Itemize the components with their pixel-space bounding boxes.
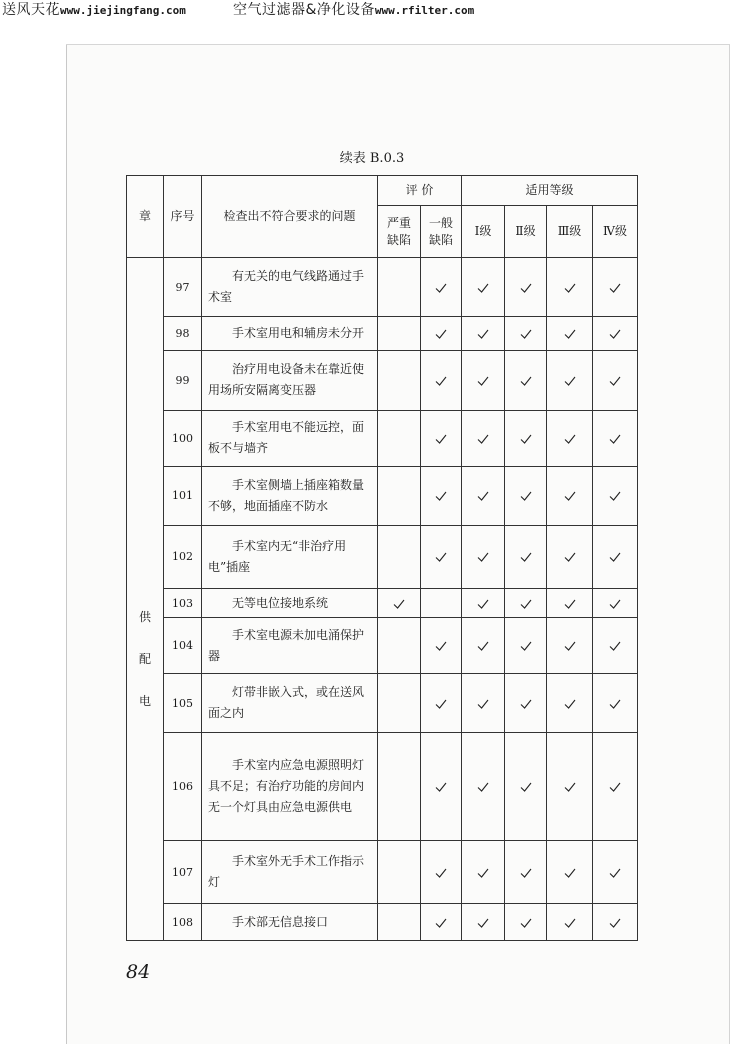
check-mark-icon [477,781,489,793]
mark-cell-grade-4 [593,618,638,674]
mark-cell-grade-4 [593,466,638,525]
check-mark-icon [609,328,621,340]
col-header-grade-1: Ⅰ级 [462,206,505,258]
col-header-issue: 检查出不符合要求的问题 [202,176,378,258]
check-mark-icon [609,551,621,563]
header-left-cjk: 送风天花 [2,2,60,18]
mark-cell-grade-2 [505,350,547,410]
seq-cell: 100 [164,410,202,466]
mark-cell-grade-2 [505,618,547,674]
col-header-grades: 适用等级 [462,176,638,206]
mark-cell-grade-2 [505,841,547,904]
table-caption: 续表 B.0.3 [339,151,405,166]
mark-cell-grade-3 [547,317,593,351]
issue-cell: 治疗用电设备未在靠近使用场所安隔离变压器 [202,350,378,410]
seq-cell: 106 [164,733,202,841]
mark-cell-general [421,317,462,351]
chapter-cell [127,258,164,941]
seq-cell: 104 [164,618,202,674]
check-mark-icon [564,917,576,929]
check-mark-icon [520,698,532,710]
mark-cell-grade-1 [462,674,505,733]
mark-cell-severe [378,350,421,410]
table-row [127,674,638,733]
header-right-text [233,0,474,21]
mark-cell-severe [378,618,421,674]
table-row [127,317,638,351]
mark-cell-grade-4 [593,588,638,618]
col-header-general: 一般缺陷 [421,206,462,258]
mark-cell-grade-4 [593,525,638,588]
mark-cell-grade-1 [462,588,505,618]
check-mark-icon [609,598,621,610]
mark-cell-grade-3 [547,525,593,588]
mark-cell-grade-1 [462,410,505,466]
issue-cell: 手术室内无“非治疗用电”插座 [202,525,378,588]
check-mark-icon [435,867,447,879]
mark-cell-grade-4 [593,350,638,410]
issue-cell: 手术室内应急电源照明灯具不足；有治疗功能的房间内无一个灯具由应急电源供电 [202,733,378,841]
table-row [127,410,638,466]
check-mark-icon [520,640,532,652]
check-mark-icon [435,328,447,340]
mark-cell-general [421,904,462,941]
table-row [127,588,638,618]
mark-cell-general [421,733,462,841]
mark-cell-grade-1 [462,258,505,317]
check-mark-icon [564,598,576,610]
check-mark-icon [609,433,621,445]
seq-cell: 107 [164,841,202,904]
seq-cell: 105 [164,674,202,733]
check-mark-icon [520,917,532,929]
table-row [127,258,638,317]
issue-cell: 有无关的电气线路通过手术室 [202,258,378,317]
issue-cell: 手术部无信息接口 [202,904,378,941]
seq-cell: 102 [164,525,202,588]
check-mark-icon [520,781,532,793]
mark-cell-grade-1 [462,904,505,941]
page-number: 84 [126,961,151,983]
seq-cell: 97 [164,258,202,317]
check-mark-icon [435,433,447,445]
seq-cell: 101 [164,466,202,525]
mark-cell-grade-3 [547,841,593,904]
mark-cell-grade-2 [505,525,547,588]
mark-cell-grade-3 [547,733,593,841]
seq-cell: 98 [164,317,202,351]
mark-cell-grade-1 [462,350,505,410]
issue-cell: 手术室用电不能远控，面板不与墙齐 [202,410,378,466]
page-edge-right [729,44,730,1044]
page-edge-top [66,44,730,45]
mark-cell-grade-4 [593,841,638,904]
header-left-url: www.jiejingfang.com [60,4,186,17]
check-mark-icon [609,375,621,387]
check-mark-icon [564,867,576,879]
check-mark-icon [435,490,447,502]
mark-cell-general [421,618,462,674]
seq-cell: 99 [164,350,202,410]
check-mark-icon [477,598,489,610]
table-row [127,618,638,674]
mark-cell-grade-2 [505,410,547,466]
col-header-grade-4: Ⅳ级 [593,206,638,258]
col-header-grade-2: Ⅱ级 [505,206,547,258]
mark-cell-grade-2 [505,466,547,525]
table-row [127,350,638,410]
mark-cell-general [421,841,462,904]
check-mark-icon [477,375,489,387]
issue-cell: 无等电位接地系统 [202,588,378,618]
check-mark-icon [520,328,532,340]
check-mark-icon [609,867,621,879]
mark-cell-grade-4 [593,733,638,841]
mark-cell-grade-1 [462,841,505,904]
mark-cell-grade-3 [547,466,593,525]
check-mark-icon [477,698,489,710]
check-mark-icon [435,781,447,793]
check-mark-icon [435,640,447,652]
mark-cell-grade-4 [593,674,638,733]
mark-cell-general [421,588,462,618]
mark-cell-severe [378,841,421,904]
mark-cell-grade-2 [505,733,547,841]
mark-cell-severe [378,904,421,941]
mark-cell-severe [378,410,421,466]
mark-cell-severe [378,674,421,733]
check-mark-icon [520,598,532,610]
col-header-chapter: 章 [127,176,164,258]
mark-cell-general [421,466,462,525]
table-row [127,841,638,904]
mark-cell-general [421,410,462,466]
header-right-cjk: 空气过滤器&净化设备 [233,2,375,18]
check-mark-icon [609,640,621,652]
mark-cell-grade-3 [547,410,593,466]
check-mark-icon [564,781,576,793]
check-mark-icon [564,282,576,294]
header-right-url: www.rfilter.com [374,4,475,17]
mark-cell-grade-2 [505,674,547,733]
check-mark-icon [564,375,576,387]
check-mark-icon [435,917,447,929]
mark-cell-general [421,350,462,410]
check-mark-icon [477,282,489,294]
check-mark-icon [477,328,489,340]
check-mark-icon [477,551,489,563]
mark-cell-grade-3 [547,674,593,733]
header-row-top [127,176,638,206]
table-row [127,466,638,525]
check-mark-icon [564,640,576,652]
mark-cell-grade-1 [462,618,505,674]
seq-cell: 103 [164,588,202,618]
mark-cell-severe [378,258,421,317]
col-header-grade-3: Ⅲ级 [547,206,593,258]
table-row [127,525,638,588]
check-mark-icon [435,698,447,710]
mark-cell-severe [378,525,421,588]
header-left-text [2,0,186,21]
check-mark-icon [564,328,576,340]
check-mark-icon [520,375,532,387]
chapter-char: 电 [138,694,151,708]
col-header-severe: 严重缺陷 [378,206,421,258]
mark-cell-grade-2 [505,317,547,351]
mark-cell-grade-4 [593,904,638,941]
check-mark-icon [477,433,489,445]
mark-cell-grade-1 [462,733,505,841]
mark-cell-grade-2 [505,588,547,618]
mark-cell-grade-4 [593,258,638,317]
check-mark-icon [609,917,621,929]
mark-cell-grade-2 [505,258,547,317]
mark-cell-severe [378,317,421,351]
check-mark-icon [609,698,621,710]
check-mark-icon [520,282,532,294]
issue-cell: 手术室外无手术工作指示灯 [202,841,378,904]
mark-cell-grade-2 [505,904,547,941]
col-header-evaluation: 评 价 [378,176,462,206]
page-header-watermark [0,0,750,22]
check-mark-icon [477,867,489,879]
mark-cell-grade-3 [547,618,593,674]
check-mark-icon [520,433,532,445]
mark-cell-general [421,674,462,733]
mark-cell-grade-3 [547,350,593,410]
check-mark-icon [609,490,621,502]
mark-cell-grade-4 [593,410,638,466]
chapter-char: 配 [138,652,151,666]
check-mark-icon [435,375,447,387]
col-header-seq: 序号 [164,176,202,258]
mark-cell-grade-1 [462,466,505,525]
mark-cell-grade-4 [593,317,638,351]
mark-cell-severe [378,733,421,841]
issue-cell: 手术室用电和辅房未分开 [202,317,378,351]
check-mark-icon [477,640,489,652]
table-row [127,733,638,841]
check-mark-icon [609,282,621,294]
mark-cell-grade-1 [462,525,505,588]
mark-cell-grade-3 [547,588,593,618]
issue-cell: 手术室电源未加电涌保护器 [202,618,378,674]
check-mark-icon [564,490,576,502]
inspection-table [126,175,638,941]
check-mark-icon [520,551,532,563]
check-mark-icon [477,917,489,929]
check-mark-icon [564,433,576,445]
mark-cell-grade-3 [547,904,593,941]
mark-cell-severe [378,466,421,525]
check-mark-icon [393,598,405,610]
issue-cell: 灯带非嵌入式，或在送风面之内 [202,674,378,733]
check-mark-icon [564,698,576,710]
check-mark-icon [477,490,489,502]
check-mark-icon [564,551,576,563]
check-mark-icon [435,282,447,294]
check-mark-icon [609,781,621,793]
seq-cell: 108 [164,904,202,941]
check-mark-icon [520,490,532,502]
issue-cell: 手术室侧墙上插座箱数量不够，地面插座不防水 [202,466,378,525]
mark-cell-general [421,258,462,317]
page-edge-left [66,44,67,1044]
mark-cell-severe [378,588,421,618]
chapter-char: 供 [138,610,151,624]
check-mark-icon [435,551,447,563]
mark-cell-general [421,525,462,588]
mark-cell-grade-3 [547,258,593,317]
mark-cell-grade-1 [462,317,505,351]
check-mark-icon [520,867,532,879]
table-row [127,904,638,941]
